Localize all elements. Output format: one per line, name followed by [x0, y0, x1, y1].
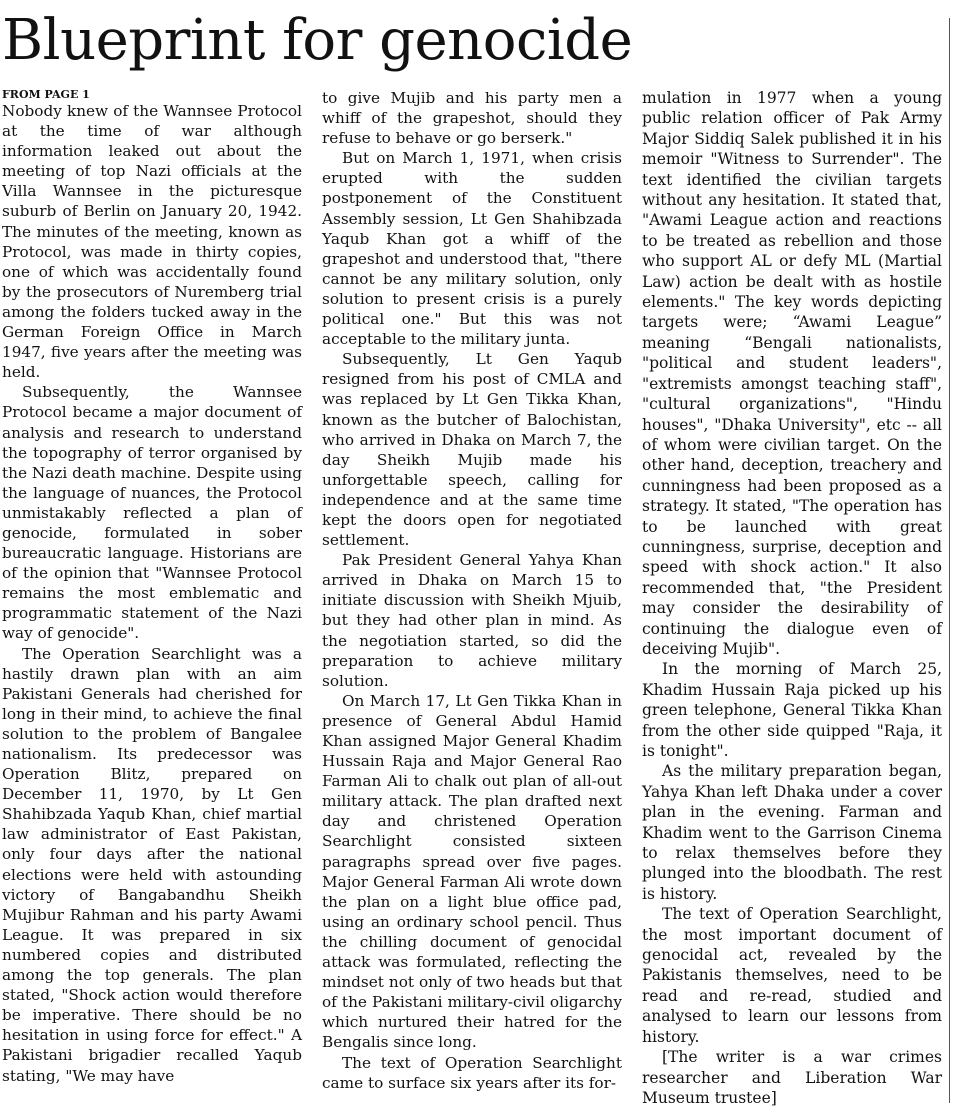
paragraph: Pak President General Yahya Khan arrived in Dhaka on March 15 to initiate discussion with Sheikh Mjuib, but they had other plan in mind. As the negotiation started, so did the preparation to achieve military solution.: [322, 551, 622, 690]
paragraph: mulation in 1977 when a young public relation officer of Pak Army Major Siddiq Salek published it in his memoir "Witness to Surrender". The text identified the civilian targets without any hesitation. It stated that, "Awami League action and reactions to be treated as rebellion and those who support AL or defy ML (Martial Law) action be dealt with as hostile elements." The key words depicting targets were; “Awami League” meaning “Bengali nationalists, "political and student leaders", "extremists amongst teaching staff", "cultural organizations", "Hindu houses", "Dhaka University", etc -- all of whom were civilian target. On the other hand, deception, treachery and cunningness had been proposed as a strategy. It stated, "The operation has to be launched with great cunningness, surprise, deception and speed with shock action." It also recommended that, "the President may consider the desirability of continuing the dialogue even of deceiving Mujib".: [642, 89, 942, 658]
paragraph: to give Mujib and his party men a whiff of the grapeshot, should they refuse to behave or go berserk.": [322, 89, 622, 148]
article-column-2: [322, 88, 622, 1093]
right-column-rule: [949, 18, 950, 1103]
kicker-from-page-1: FROM PAGE 1: [2, 88, 90, 101]
paragraph: Subsequently, Lt Gen Yaqub resigned from his post of CMLA and was replaced by Lt Gen Tikka Khan, known as the butcher of Balochistan, who arrived in Dhaka on March 7, the day Sheikh Mujib made his unforgettable speech, calling for independence and at the same time kept the doors open for negotiated settlement.: [322, 350, 622, 550]
headline: Blueprint for genocide: [2, 8, 633, 73]
paragraph: The text of Operation Searchlight came to surface six years after its for-: [322, 1053, 622, 1092]
paragraph: Subsequently, the Wannsee Protocol became a major document of analysis and research to understand the topography of terror organised by the Nazi death machine. Despite using the language of nuances, the Protocol unmistakably reflected a plan of genocide, formulated in sober bureaucratic language. Historians are of the opinion that "Wannsee Protocol remains the most emblematic and programmatic statement of the Nazi way of genocide".: [2, 383, 302, 643]
writer-bio: [The writer is a war crimes researcher and Liberation War Museum trustee]: [642, 1048, 942, 1107]
paragraph: But on March 1, 1971, when crisis erupted with the sudden postponement of the Constituent Assembly session, Lt Gen Shahibzada Yaqub Khan got a whiff of the grapeshot and understood that, "there cannot be any military solution, only solution to present crisis is a purely political one." But this was not acceptable to the military junta.: [322, 149, 622, 349]
paragraph: The text of Operation Searchlight, the most important document of genocidal act, revealed by the Pakistanis themselves, need to be read and re-read, studied and analysed to learn our lessons from history.: [642, 905, 942, 1046]
paragraph: The Operation Searchlight was a hastily drawn plan with an aim Pakistani Generals had cherished for long in their mind, to achieve the final solution to the problem of Bangalee nationalism. Its predecessor was Operation Blitz, prepared on December 11, 1970, by Lt Gen Shahibzada Yaqub Khan, chief martial law administrator of East Pakistan, only four days after the national elections were held with astounding victory of Bangabandhu Sheikh Mujibur Rahman and his party Awami League. It was prepared in six numbered copies and distributed among the top generals. The plan stated, "Shock action would therefore be imperative. There should be no hesitation in using force for effect." A Pakistani brigadier recalled Yaqub stating, "We may have: [2, 644, 302, 1085]
paragraph: Nobody knew of the Wannsee Protocol at the time of war although information leaked out about the meeting of top Nazi officials at the Villa Wannsee in the picturesque suburb of Berlin on January 20, 1942. The minutes of the meeting, known as Protocol, was made in thirty copies, one of which was accidentally found by the prosecutors of Nuremberg trial among the folders tucked away in the German Foreign Office in March 1947, five years after the meeting was held.: [2, 102, 302, 382]
paragraph: In the morning of March 25, Khadim Hussain Raja picked up his green telephone, General Tikka Khan from the other side quipped "Raja, it is tonight".: [642, 660, 942, 760]
paragraph: On March 17, Lt Gen Tikka Khan in presence of General Abdul Hamid Khan assigned Major General Khadim Hussain Raja and Major General Rao Farman Ali to chalk out plan of all-out military attack. The plan drafted next day and christened Operation Searchlight consisted sixteen paragraphs spread over five pages. Major General Farman Ali wrote down the plan on a light blue office pad, using an ordinary school pencil. Thus the chilling document of genocidal attack was formulated, reflecting the mindset not only of two heads but that of the Pakistani military-civil oligarchy which nurtured their hatred for the Bengalis since long.: [322, 691, 622, 1052]
article-column-1: [2, 88, 302, 1086]
article-column-3: [642, 88, 942, 1108]
paragraph: As the military preparation began, Yahya Khan left Dhaka under a cover plan in the evening. Farman and Khadim went to the Garrison Cinema to relax themselves before they plunged into the bloodbath. The rest is history.: [642, 762, 942, 903]
